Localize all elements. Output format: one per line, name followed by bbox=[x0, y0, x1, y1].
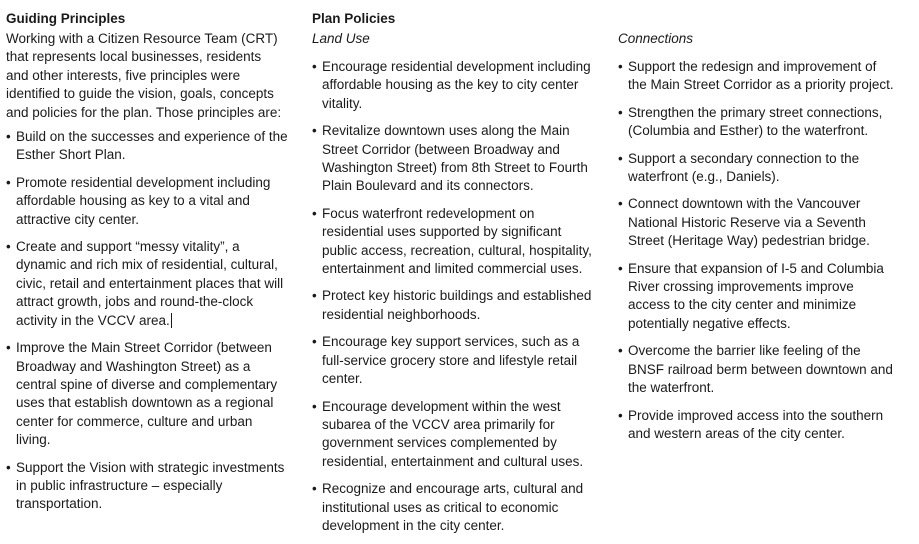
connections-heading-spacer bbox=[618, 0, 914, 30]
connection-item[interactable]: • Ensure that expansion of I-5 and Columbia River crossing improvements improve access to the city center and minimize potentially negative effects. bbox=[618, 260, 898, 334]
connections-list bbox=[618, 58, 914, 443]
land-use-item[interactable]: • Encourage development within the west subarea of the VCCV area primarily for government services complemented by residential, entertainment and cultural uses. bbox=[312, 398, 592, 472]
connection-item[interactable]: • Connect downtown with the Vancouver National Historic Reserve via a Seventh Street (Heritage Way) pedestrian bridge. bbox=[618, 195, 898, 250]
connections-subheading: Connections bbox=[618, 31, 694, 46]
land-use-item[interactable]: • Revitalize downtown uses along the Main Street Corridor (between Broadway and Washington Street) from 8th Street to Fourth Plain Boulevard and its connectors. bbox=[312, 122, 592, 196]
connection-item[interactable]: • Support the redesign and improvement of the Main Street Corridor as a priority project. bbox=[618, 58, 898, 95]
land-use-item[interactable]: • Recognize and encourage arts, cultural and institutional uses as critical to economic development in the city center. bbox=[312, 480, 592, 535]
principle-item[interactable]: • Promote residential development including affordable housing as key to a vital and attractive city center. bbox=[6, 174, 288, 229]
guiding-principles-list bbox=[6, 128, 296, 514]
principle-item-text[interactable]: Create and support “messy vitality”, a dynamic and rich mix of residential, cultural, civic, retail and entertainment places that will attract growth, jobs and round-the-clock activity in the VCCV area. bbox=[16, 239, 284, 328]
principle-item[interactable]: • Build on the successes and experience of the Esther Short Plan. bbox=[6, 128, 288, 165]
land-use-subheading: Land Use bbox=[312, 31, 370, 46]
plan-policies-heading: Plan Policies bbox=[312, 11, 396, 26]
principle-item[interactable] bbox=[6, 238, 288, 330]
connection-item[interactable]: • Strengthen the primary street connections, (Columbia and Esther) to the waterfront. bbox=[618, 104, 898, 141]
land-use-item[interactable]: • Encourage key support services, such as a full-service grocery store and lifestyle retail center. bbox=[312, 333, 592, 388]
guiding-principles-intro[interactable]: Working with a Citizen Resource Team (CRT) that represents local businesses, residents and other interests, five principles were identified to guide the vision, goals, concepts and policies for the plan. Those principles are: bbox=[6, 31, 282, 120]
principle-item[interactable]: • Improve the Main Street Corridor (between Broadway and Washington Street) as a central spine of diverse and complementary uses that establish downtown as a regional center for commerce, culture and urban living. bbox=[6, 339, 288, 449]
land-use-column bbox=[312, 0, 608, 544]
land-use-item[interactable]: • Encourage residential development including affordable housing as the key to city center vitality. bbox=[312, 58, 592, 113]
principle-item[interactable]: • Support the Vision with strategic investments in public infrastructure – especially transportation. bbox=[6, 459, 288, 514]
connections-column bbox=[618, 0, 914, 452]
land-use-list bbox=[312, 58, 608, 535]
connection-item[interactable]: • Support a secondary connection to the waterfront (e.g., Daniels). bbox=[618, 150, 898, 187]
text-cursor bbox=[171, 313, 172, 328]
guiding-principles-heading: Guiding Principles bbox=[6, 11, 126, 26]
connection-item[interactable]: • Provide improved access into the southern and western areas of the city center. bbox=[618, 407, 898, 444]
connection-item[interactable]: • Overcome the barrier like feeling of the BNSF railroad berm between downtown and the waterfront. bbox=[618, 342, 898, 397]
guiding-principles-column bbox=[6, 0, 296, 523]
land-use-item[interactable]: • Focus waterfront redevelopment on residential uses supported by significant public access, recreation, cultural, hospitality, entertainment and limited commercial uses. bbox=[312, 205, 592, 279]
land-use-item[interactable]: • Protect key historic buildings and established residential neighborhoods. bbox=[312, 287, 592, 324]
